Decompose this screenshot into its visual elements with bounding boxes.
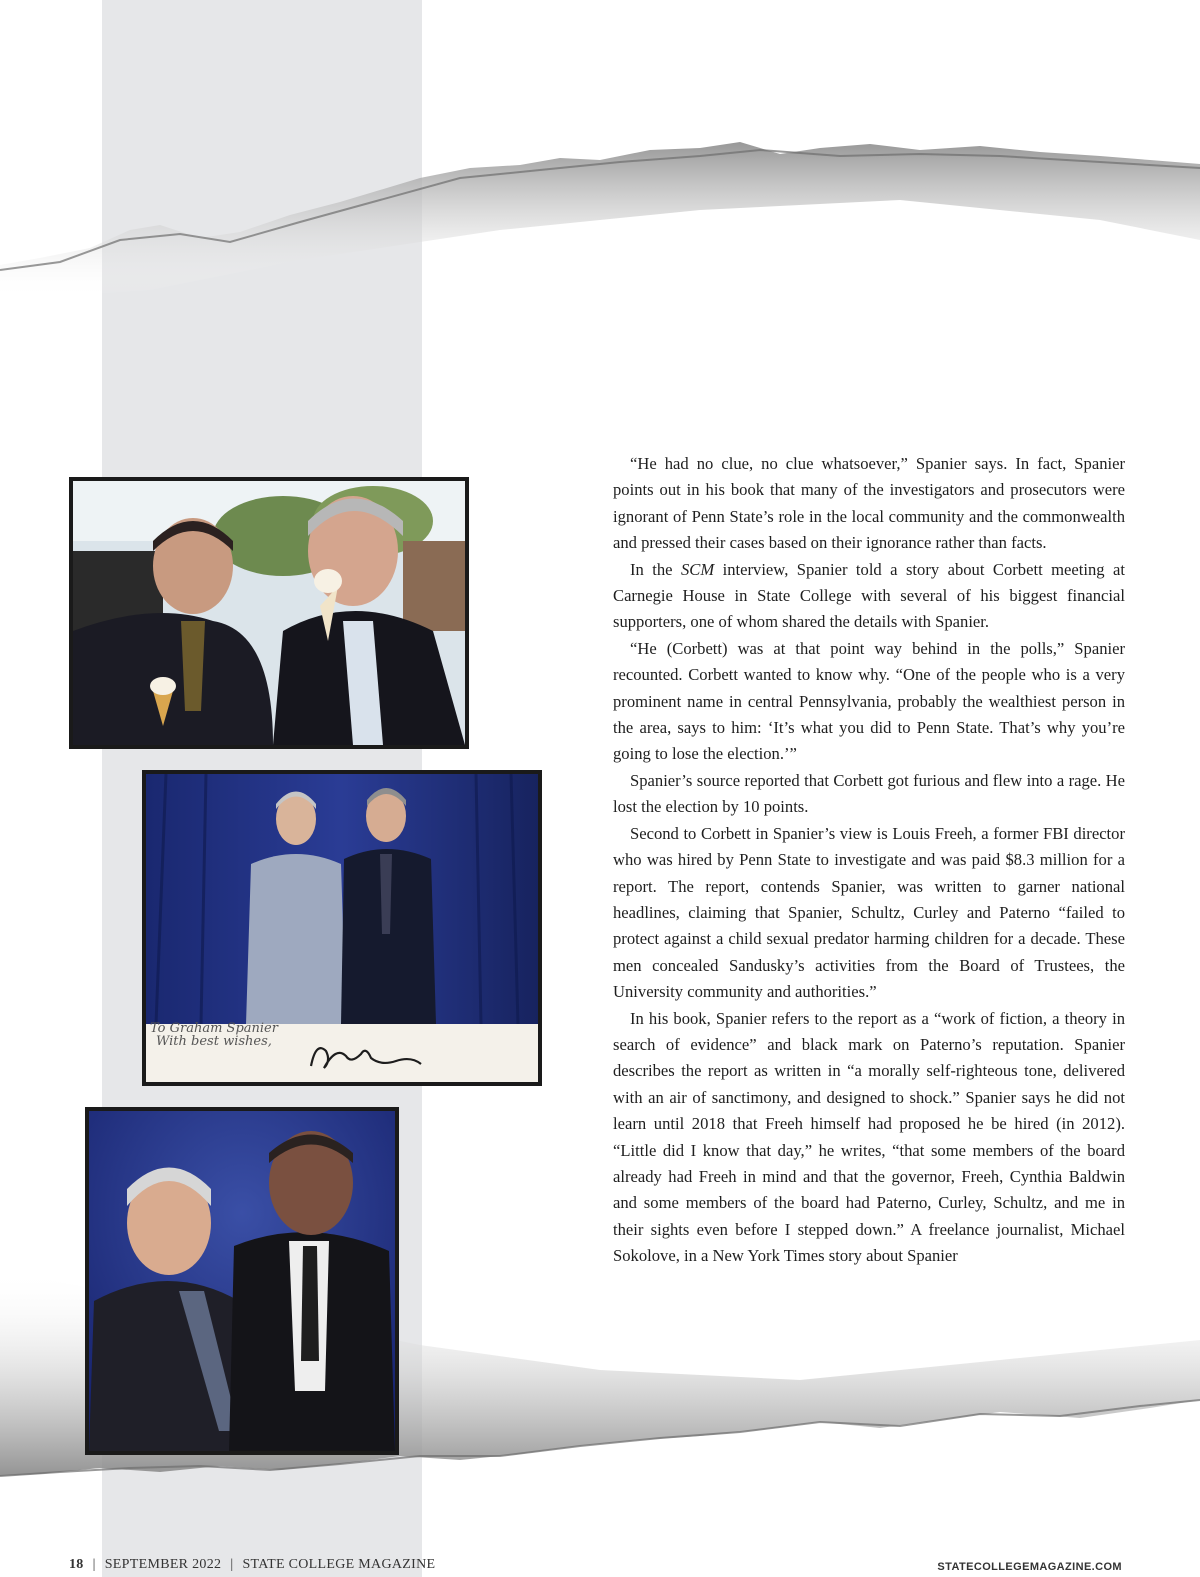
paragraph-2-start: In the [630,559,681,579]
scm-italic: SCM [680,559,715,579]
magazine-name: STATE COLLEGE MAGAZINE [242,1557,436,1572]
paragraph-4: Spanier’s source reported that Corbett got furious and flew into a rage. He lost the election by 10 points. [613,770,1125,817]
paragraph-1: “He had no clue, no clue whatsoever,” Spanier says. In fact, Spanier points out in his book that many of the investigators and prosecutors were ignorant of Penn State’s role in the local community and the commonwealth and pressed their cases based on their ignorance rather than facts. [613,454,1125,553]
bush-inscription [150,1022,278,1048]
torn-paper-top-decoration [0,130,1200,330]
signature-image [306,1036,426,1076]
paragraph-2-rest: interview, Spanier told a story about Corbett meeting at Carnegie House in State College with several of his biggest financial supporters, one of whom shared the details with Spanier. [613,559,1125,632]
footer-divider: | [230,1557,234,1572]
photo-spanier-obama [85,1107,399,1455]
photo-spanier-clinton-ice-cream [69,477,469,749]
issue-date: SEPTEMBER 2022 [104,1557,222,1572]
page-number: 18 [69,1557,84,1572]
photo-spanier-bush-signed [142,770,542,1086]
footer-website[interactable]: STATECOLLEGEMAGAZINE.COM [937,1561,1122,1573]
footer-folio [69,1557,435,1573]
inscription-line-1: To Graham Spanier [150,1021,278,1036]
paragraph-2 [613,557,1125,636]
inscription-line-2: With best wishes, [156,1034,272,1049]
article-body [613,451,1125,1270]
paragraph-5: Second to Corbett in Spanier’s view is Louis Freeh, a former FBI director who was hired by Penn State to investigate and was paid $8.3 million for a report. The report, contends Spanier, was written to garner national headlines, claiming that Spanier, Schultz, Curley and Paterno “failed to protect against a child sexual predator harming children for a decade. These men concealed Sandusky’s activities from the Board of Trustees, the University community and authorities.” [613,823,1125,1002]
paragraph-6: In his book, Spanier refers to the report as a “work of fiction, a theory in search of evidence” and black mark on Paterno’s reputation. Spanier describes the report as written in “a morally self-righteous tone, delivered with an air of sanctimony, and designed to shock.” Spanier says he did not learn until 2018 that Freeh himself had proposed he be hired (in 2012). “Little did I know that day,” he writes, “that some members of the board already had Freeh in mind and that the governor, Freeh, Cynthia Baldwin and some members of the board had Paterno, Curley, Schultz, and me in their sights even before I stepped down.” A freelance journalist, Michael Sokolove, in a New York Times story about Spanier [613,1008,1125,1266]
paragraph-3: “He (Corbett) was at that point way behind in the polls,” Spanier recounted. Corbett wanted to know why. “One of the people who is a very prominent name in central Pennsylvania, probably the wealthiest person in the area, says to him: ‘It’s what you did to Penn State. That’s why you’re going to lose the election.’” [613,638,1125,764]
footer-divider: | [92,1557,96,1572]
